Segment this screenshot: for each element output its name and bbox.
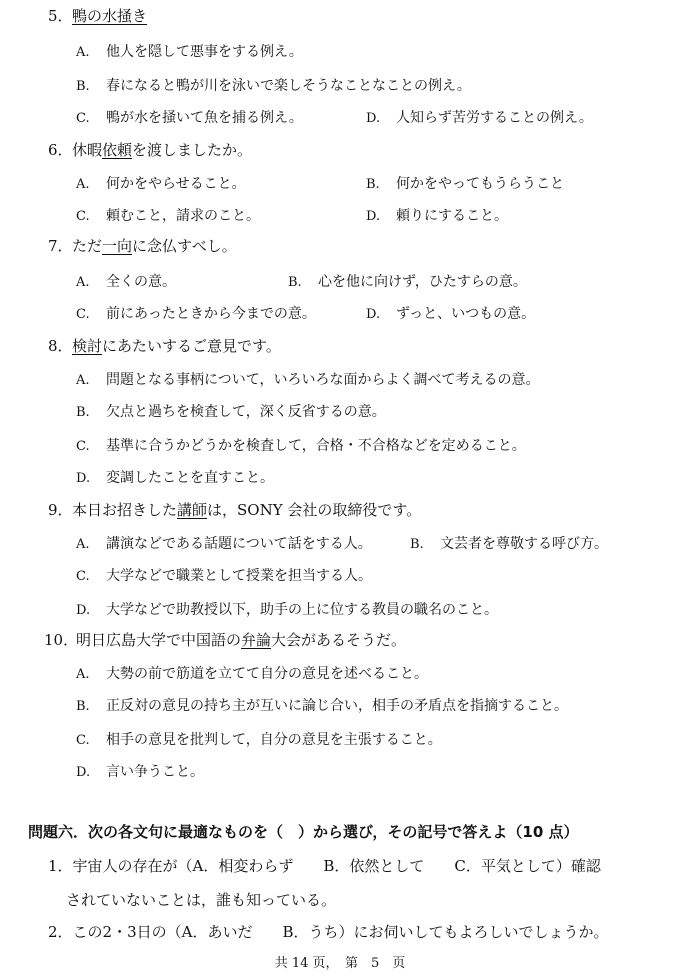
question-number: 9． — [48, 501, 73, 519]
underlined-term: 一向 — [102, 237, 133, 255]
option-9c: C. 大学などで職業として授業を担当する人。 — [76, 568, 372, 584]
option-6b: B. 何かをやってもうらうこと — [366, 176, 564, 192]
question-number: 8． — [48, 337, 73, 355]
option-10d: D. 言い争うこと。 — [76, 764, 204, 780]
option-8b: B. 欠点と過ちを検査して，深く反省するの意。 — [76, 404, 386, 420]
option-6a: A. 何かをやらせること。 — [76, 176, 246, 192]
underlined-term: 検討 — [72, 337, 103, 355]
question-number: 10． — [44, 631, 79, 649]
question-5 — [48, 6, 147, 26]
option-7a: A. 全くの意。 — [76, 274, 176, 290]
option-6d: D. 頼りにすること。 — [366, 208, 508, 224]
question-9: 9．本日お招きした講師は，SONY 会社の取締役です。 — [48, 501, 422, 519]
question-7: 7．ただ一向に念仏すべし。 — [48, 237, 237, 255]
question-number: 7． — [48, 237, 73, 255]
question-6: 6．休暇依頼を渡しましたか。 — [48, 141, 253, 159]
option-9a: A. 講演などである話題について話をする人。 — [76, 536, 372, 552]
option-5b: B. 春になると鴨が川を泳いで楽しそうなことなことの例え。 — [76, 78, 471, 94]
underlined-term: 依頼 — [102, 141, 133, 159]
section-6-title: 問題六．次の各文句に最適なものを（ ）から選び，その記号で答えよ（10 点） — [28, 823, 579, 841]
underlined-term: 講師 — [177, 501, 208, 519]
option-7c: C. 前にあったときから今までの意。 — [76, 306, 316, 322]
option-5a: A. 他人を隠して悪事をする例え。 — [76, 44, 303, 60]
question-number: 5． — [48, 7, 73, 25]
option-10a: A. 大勢の前で筋道を立てて自分の意見を述べること。 — [76, 666, 428, 682]
question-number: 6． — [48, 141, 73, 159]
option-5d: D. 人知らず苦労することの例え。 — [366, 110, 593, 126]
option-10b: B. 正反対の意見の持ち主が互いに論じ合い，相手の矛盾点を指摘すること。 — [76, 698, 568, 714]
section-6-q1-line1: 1．宇宙人の存在が（A．相変わらず B．依然として C．平気として）確認 — [48, 857, 601, 875]
page-footer: 共 14 页， 第 5 页 — [274, 956, 406, 971]
question-8: 8．検討にあたいするご意見です。 — [48, 337, 281, 355]
option-7d: D. ずっと、いつもの意。 — [366, 306, 536, 322]
option-8a: A. 問題となる事柄について，いろいろな面からよく調べて考えるの意。 — [76, 372, 540, 388]
option-9d: D. 大学などで助教授以下，助手の上に位する教員の職名のこと。 — [76, 602, 498, 618]
option-7b: B. 心を他に向けず，ひたすらの意。 — [288, 274, 527, 290]
option-9b: B. 文芸者を尊敬する呼び方。 — [410, 536, 608, 552]
option-6c: C. 頼むこと，請求のこと。 — [76, 208, 260, 224]
section-6-q1-line2: されていないことは，誰も知っている。 — [66, 891, 337, 909]
option-10c: C. 相手の意見を批判して，自分の意見を主張すること。 — [76, 732, 442, 748]
option-8c: C. 基準に合うかどうかを検査して，合格・不合格などを定めること。 — [76, 438, 526, 454]
option-5c: C. 鴨が水を掻いて魚を捕る例え。 — [76, 110, 303, 126]
section-6-q2-line1: 2．この2・3日の（A．あいだ B．うち）にお伺いしてもよろしいでしょうか。 — [48, 923, 609, 941]
underlined-term: 鴨の水掻き — [72, 7, 148, 25]
option-8d: D. 変調したことを直すこと。 — [76, 470, 274, 486]
question-10: 10．明日広島大学で中国語の弁論大会があるそうだ。 — [44, 631, 407, 649]
underlined-term: 弁論 — [241, 631, 272, 649]
